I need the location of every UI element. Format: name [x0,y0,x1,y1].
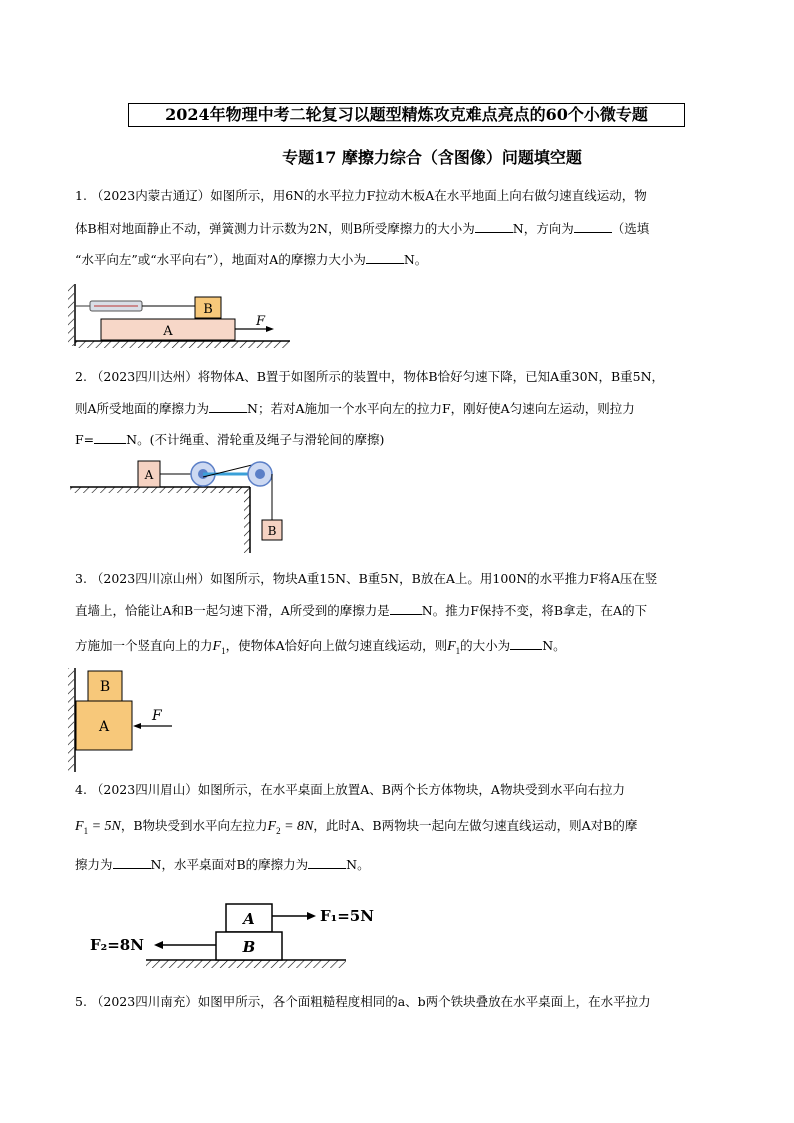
q3-label-a: A [98,719,110,735]
q2-label-b: B [267,524,277,538]
q4-text: ，此时A、B两物块一起向左做匀速直线运动，则A对B的摩 [313,818,638,833]
q3-figure [68,668,188,773]
q4-blank-1[interactable] [113,856,151,869]
q3-text: 的大小为 [460,638,511,653]
q2-line1: 2. （2023四川达州）将物体A、B置于如图所示的装置中，物体B恰好匀速下降，已知A重30N，B重5N， [75,369,665,384]
q3-label-b: B [99,679,111,695]
q2-line2 [75,400,635,417]
banner-title: 2024年物理中考二轮复习以题型精炼攻克难点亮点的60个小微专题 [128,103,685,127]
q4-label-f2: F₂=8N [90,936,144,954]
q4-f2-arrowhead [154,941,163,949]
q3-f1-symbol-2 [447,639,460,654]
q4-f2-value: = 8N [280,819,314,834]
q5-line1: 5. （2023四川南充）如图甲所示，各个面粗糙程度相同的a、b两个铁块叠放在水平桌面上，在水平拉力 [75,994,651,1009]
q1-line1: 1. （2023内蒙古通辽）如图所示，用6N的水平拉力F拉动木板A在水平地面上向右做匀速直线运动，物 [75,188,647,203]
q3-f1-letter: F [447,639,456,654]
q1-blank-3[interactable] [366,251,404,264]
q2-pulley-2-hub [255,469,265,479]
q3-line1: 3. （2023四川凉山州）如图所示，物块A重15N、B重5N，B放在A上。用100N的水平推力F将A压在竖 [75,571,658,586]
q4-text: N，水平桌面对B的摩擦力为 [150,857,309,872]
q4-f2-letter: F [267,819,277,834]
q4-label-a: A [243,910,255,928]
q3-f1-symbol [213,639,226,654]
q3-text: 直墙上，恰能让A和B一起匀速下滑，A所受到的摩擦力是 [75,603,390,618]
q1-line3 [75,251,427,268]
q3-label-f: F [152,708,162,724]
q3-blank-2[interactable] [510,637,542,650]
q2-label-a: A [144,468,154,482]
q2-text: 则A所受地面的摩擦力为 [75,401,210,416]
q1-label-f: F [256,314,266,329]
q3-text: 方施加一个竖直向上的力 [75,638,213,653]
q3-arrowhead [133,723,141,729]
page-subtitle: 专题17 摩擦力综合（含图像）问题填空题 [282,148,582,167]
q1-wall-hatch [68,284,74,346]
q1-blank-1[interactable] [475,220,513,233]
q2-blank-2[interactable] [94,431,126,444]
q2-table-side-hatch [244,487,250,553]
q4-ground-hatch [146,960,346,968]
q1-text: （选填 [611,221,650,236]
q2-text: N；若对A施加一个水平向左的拉力F，刚好使A匀速向左运动，则拉力 [247,401,635,416]
q4-line2 [75,818,637,839]
q4-f2-equation [268,819,314,834]
q4-text: N。 [346,857,370,872]
q4-blank-2[interactable] [308,856,346,869]
q3-blank-1[interactable] [390,602,422,615]
q1-text: N，方向为 [512,221,574,236]
q4-f1-equation [75,819,121,834]
q2-figure [70,455,290,555]
q1-figure [68,282,298,352]
q2-table-hatch [70,487,248,493]
q3-f1-sub: 1 [221,645,226,656]
q2-text: N。(不计绳重、滑轮重及绳子与滑轮间的摩擦) [126,432,385,447]
q3-line3 [75,637,566,659]
q3-text: N。 [542,638,566,653]
q3-wall-hatch [68,668,74,772]
q3-line2 [75,602,647,619]
q4-text: 擦力为 [75,857,113,872]
q4-text: ，B物块受到水平向左拉力 [120,818,268,833]
q1-text: “水平向左”或“水平向右”），地面对A的摩擦力大小为 [75,252,366,267]
q1-blank-2[interactable] [574,220,612,233]
q4-line1: 4. （2023四川眉山）如图所示，在水平桌面上放置A、B两个长方体物块，A物块受到水平向右拉力 [75,782,625,797]
q4-label-b: B [242,938,256,956]
q2-text: F= [75,432,95,447]
q3-text: ，使物体A恰好向上做匀速直线运动，则 [225,638,448,653]
q3-f1-letter: F [212,639,222,654]
q4-figure [88,896,408,974]
q1-label-b: B [203,302,213,317]
q4-line3 [75,856,370,873]
q1-text: N。 [403,252,428,267]
q2-line3 [75,431,384,448]
q4-f1-arrowhead [307,912,316,920]
q2-blank-1[interactable] [209,400,247,413]
q1-text: 体B相对地面静止不动，弹簧测力计示数为2N，则B所受摩擦力的大小为 [75,221,475,236]
q3-f1-sub: 1 [455,645,461,656]
q1-line2 [75,220,649,237]
q3-text: N。推力F保持不变，将B拿走，在A的下 [421,603,648,618]
q1-arrowhead [266,326,274,332]
q1-label-a: A [163,324,173,339]
q4-f2-sub: 2 [276,825,281,836]
q4-f1-sub: 1 [83,825,89,836]
q4-f1-value: = 5N [88,819,121,834]
q4-f1-letter: F [75,819,84,834]
q4-label-f1: F₁=5N [320,907,374,925]
q1-ground-hatch [75,341,290,348]
